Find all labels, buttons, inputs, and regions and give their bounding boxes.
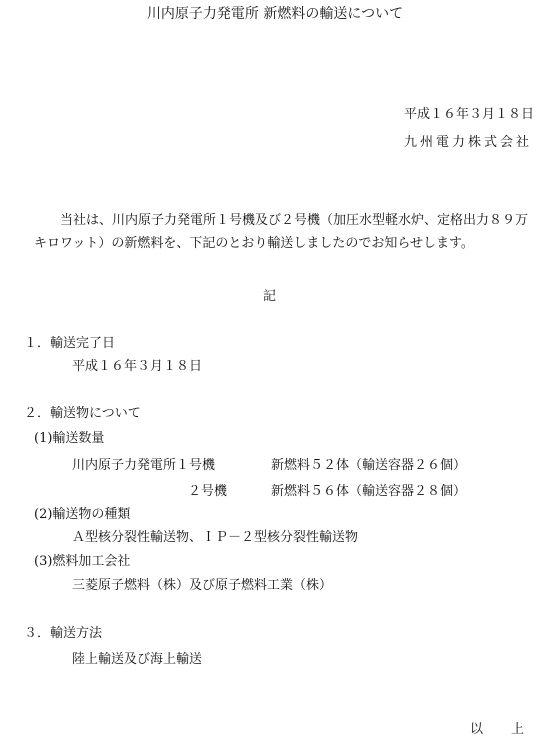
section-3-heading	[24, 626, 102, 642]
section-1-heading	[24, 336, 115, 352]
subsection-2-heading	[34, 507, 130, 523]
section-3-title: 輸送方法	[50, 626, 103, 641]
section-2-number: ２．	[24, 406, 51, 421]
closing-mark	[470, 722, 524, 738]
subsection-1-number: (1)	[34, 431, 53, 446]
issuer-name: 九州電力株式会社	[404, 135, 533, 150]
completion-date: 平成１６年３月１８日	[72, 359, 203, 374]
quantity-row-1-label: 川内原子力発電所１号機	[72, 458, 216, 473]
quantity-row-1-value: 新燃料５２体（輸送容器２６個）	[271, 458, 467, 473]
ki-marker: 記	[263, 289, 277, 304]
closing-char-2: 上	[511, 722, 525, 737]
closing-char-1: 以	[470, 722, 484, 737]
intro-paragraph: 当社は、川内原子力発電所１号機及び２号機（加圧水型軽水炉、定格出力８９万キロワット）の新燃料を、下記のとおり輸送しましたのでお知らせします。	[34, 213, 529, 251]
subsection-3-number: (3)	[34, 554, 53, 569]
issue-date: 平成１６年３月１８日	[404, 107, 535, 122]
package-types: Ａ型核分裂性輸送物、ＩＰ－２型核分裂性輸送物	[72, 530, 359, 545]
section-1-title: 輸送完了日	[50, 336, 116, 351]
subsection-3-title: 燃料加工会社	[52, 554, 131, 569]
section-2-heading	[24, 406, 141, 422]
transport-method: 陸上輸送及び海上輸送	[72, 652, 203, 667]
fuel-manufacturers: 三菱原子燃料（株）及び原子燃料工業（株）	[72, 578, 333, 593]
subsection-1-heading	[34, 431, 104, 447]
subsection-3-heading	[34, 554, 130, 570]
subsection-1-title: 輸送数量	[52, 431, 105, 446]
quantity-row-2-value: 新燃料５６体（輸送容器２８個）	[271, 484, 467, 499]
section-1-number: １．	[24, 336, 51, 351]
document-title: 川内原子力発電所 新燃料の輸送について	[146, 6, 404, 22]
section-2-title: 輸送物について	[50, 406, 141, 421]
section-3-number: ３．	[24, 626, 51, 641]
subsection-2-number: (2)	[34, 507, 53, 522]
subsection-2-title: 輸送物の種類	[52, 507, 131, 522]
quantity-row-2-label: ２号機	[187, 484, 227, 499]
